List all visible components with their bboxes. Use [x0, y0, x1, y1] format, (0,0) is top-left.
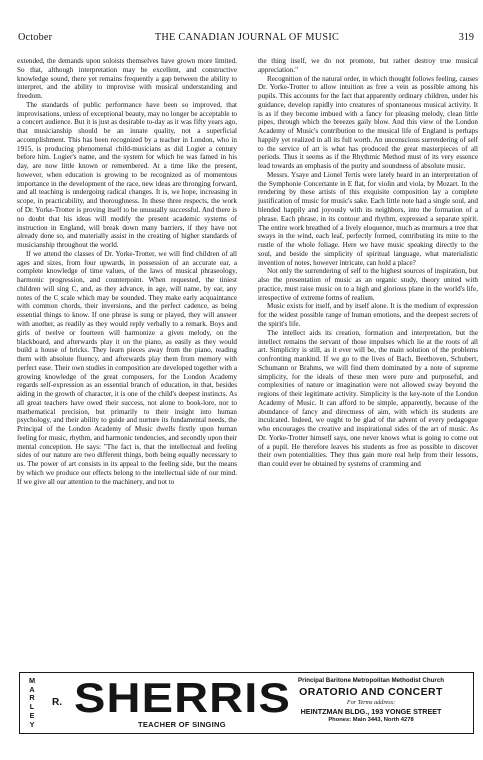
advert-terms: For Terms address: — [346, 699, 396, 706]
paragraph: Messrs. Ysaye and Lionel Tertis were lately heard in an interpretation of the Symphonie Concertante in E flat, for violin and viola, by Mozart. In the rendering by these artists of this exquisite composition lay a complete justification of music for music's sake. Each little note had a single soul, and blended happily and joyously with its neighbors, into the formation of a phrase. Each phrase, in its contour and rhythm, expressed a separate spirit. The entire work breathed of a lively eloquence, much as murmurs a tree that sways in the wind, each leaf, perfectly formed, contributing its mite to the rustle of the whole foliage. Here we have music speaking directly to the soul, and beside the simplicity of spiritual language, what materialistic invention of notes, however intricate, can hold a place? — [258, 170, 478, 267]
right-column — [258, 57, 478, 469]
advert-address: HEINTZMAN BLDG., 193 YONGE STREET — [300, 707, 442, 716]
sherris-advertisement — [19, 672, 474, 734]
paragraph: If we attend the classes of Dr. Yorke-Trotter, we will find children of all ages and sizes, from four upwards, in possession of an accurate ear, a complete knowledge of time values, of the laws of musical phraseology, harmonic progression, and counterpoint. When requested, the tiniest children will sing C, and, as they advance, in age, will name, by ear, any notes of the C scale which may be sounded. They make early acquaintance with common chords, their inversions, and the perfect cadence, as being essential things to know. If one phrase is sung or played, they will answer with another, as readily as they would reply verbally to a remark. Boys and girls of twelve or fourteen will harmonize a given melody, on the blackboard, and afterwards play it on the piano, as easily as they would build a house of bricks. They learn pieces away from the piano, reading them with absolute fluency, and afterwards play them from memory with perfect ease. Their own studies in composition are developed together with a growing knowledge of the great composers, for the London Academy regards self-expression as an essential branch of education, in that, besides aiding in the growth of character, it is one of the child's deepest instincts. As all great teachers have owed their success, not alone to book-lore, nor to mathematical precision, but primarily to their insight into human psychology, and their ability to guide and nurture its fundamental needs, the Principal of the London Academy of Music dwells firstly upon human feeling for music, rhythm, and harmonic tendencies, and secondly upon their mental conception. He says: "The fact is, that the intellectual and feeling sides of our nature are two different things, both being equally necessary to us. The power of art consists in its appeal to the feeling side, but the means by which we produce our effects belong to the intellectual side of our mind. If we give all our attention to the machinery, and not to — [17, 249, 237, 486]
vertical-letter: A — [29, 684, 35, 694]
paragraph: the thing itself, we do not promote, but rather destroy true musical appreciation." — [258, 57, 478, 74]
advert-phones: Phones: Main 3443, North 4278 — [328, 717, 414, 723]
paragraph: Not only the surrendering of self to the highest sources of inspiration, but also the presentation of music as an organic study, theory united with practice, must raise music on to a high and glorious plane in the world's life, irrespective of extreme forms of realism. — [258, 267, 478, 302]
paragraph: The standards of public performance have been so improved, that improvisations, unless of exceptional beauty, may no longer be acceptable to a concert audience. But it is just as desirable to-day as it was fifty years ago, that musicianship should be an innate quality, not a superficial accomplishment. This has been recognized by a teacher in London, who in 1915, is producing phenomenal child-musicians as did Logier a century before him. Logier's name, and the system for which he was famed in his day, are now little known or remembered. At a time like the present, however, when education is growing to be recognized as of momentous importance in the development of the race, new ideas are thronging forward, and all teaching is undergoing radical changes. It is, we hope, increasing in scope, in practicability, and thoroughness. In these three respects, the work of Dr. Yorke-Trotter is proving itself to be unusually successful. And there is no doubt that his ideas will modify the present academic systems of instruction in England, will break down many barriers, if they have not already done so, and materially assist in the creating of higher standards of musicianship throughout the world. — [17, 100, 237, 250]
header-month: October — [18, 32, 53, 43]
journal-title: THE CANADIAN JOURNAL OF MUSIC — [154, 32, 340, 43]
paragraph: Recognition of the natural order, in which thought follows feeling, causes Dr. Yorke-Trotter to allow intuition as free a vein as possible among his pupils. This accounts for the fact that apparently ordinary children, under his guidance, develop rapidly into creatures of spontaneous musical activity. It is as if they become imbued with a fancy for pleasing melody, clean little pipes, through which the breezes gaily blow. And this view of the London Academy of Music's contribution to the musical life of England is perhaps happily yet realized in all its full worth. An unconscious surrendering of self to the service of art is what has produced the great masterpieces of all periods. Thus it seems as if the Rhythmic Method must of its very essence lead towards an emphasis of the purity and soundness of absolute music. — [258, 74, 478, 171]
page-header — [16, 32, 478, 46]
vertical-letter: E — [29, 710, 35, 720]
advert-surname: SHERRIS — [74, 674, 291, 721]
first-name-vertical — [27, 677, 37, 729]
vertical-letter: Y — [29, 719, 35, 729]
advert-details — [276, 676, 466, 724]
paragraph: extended, the demands upon soloists themselves have grown more limited. So that, although interpretation may be excellent, and constructive knowledge sound, there yet remains frequently a gap between the ability to interpret, and the ability to improvise with musical understanding and freedom. — [17, 57, 237, 101]
advert-initial: R. — [52, 697, 62, 708]
vertical-letter: L — [29, 702, 35, 712]
paragraph: The intellect aids its creation, formation and interpretation, but the intellect remains the servant of those impulses which lie at the roots of all art. Simplicity is still, as it ever will be, the main solution of the problems confronting mankind. If we go to the lives of Bach, Beethoven, Schubert, Schumann or Brahms, we will find them dominated by a note of supreme simplicity, for the ideals of these men were pure and purposeful, and complexities of nature or imagination were not allowed sway beyond the regions of their legitimate activity. Simplicity is the key-note of the London Academy of Music. It can afford to be simple, apparently, because of the abundance of fancy and directness of aim, with which its students are inculcated. Indeed, we ought to be glad of the advent of every pedagogue who encourages the creative and inspirational sides of the art of music. As Dr. Yorke-Trotter himself says, one never knows what is going to come out of a pupil. He therefore leaves his students as free as possible to discover their own potentialities. They thus gain more real help from their lessons, than could ever be obtained by systems of cramming and — [258, 328, 478, 469]
vertical-letter: M — [28, 676, 36, 685]
advert-concert: ORATORIO AND CONCERT — [299, 686, 443, 698]
paragraph: Music exists for itself, and by itself alone. It is the medium of expression for the widest possible range of human emotions, and the deepest secrets of the spirit's life. — [258, 302, 478, 328]
left-column — [17, 57, 237, 487]
page-number: 319 — [458, 32, 474, 43]
advert-church: Principal Baritone Metropolitan Methodist Church — [297, 677, 445, 684]
vertical-letter: R — [29, 693, 35, 703]
advert-profession: TEACHER OF SINGING — [138, 720, 226, 729]
